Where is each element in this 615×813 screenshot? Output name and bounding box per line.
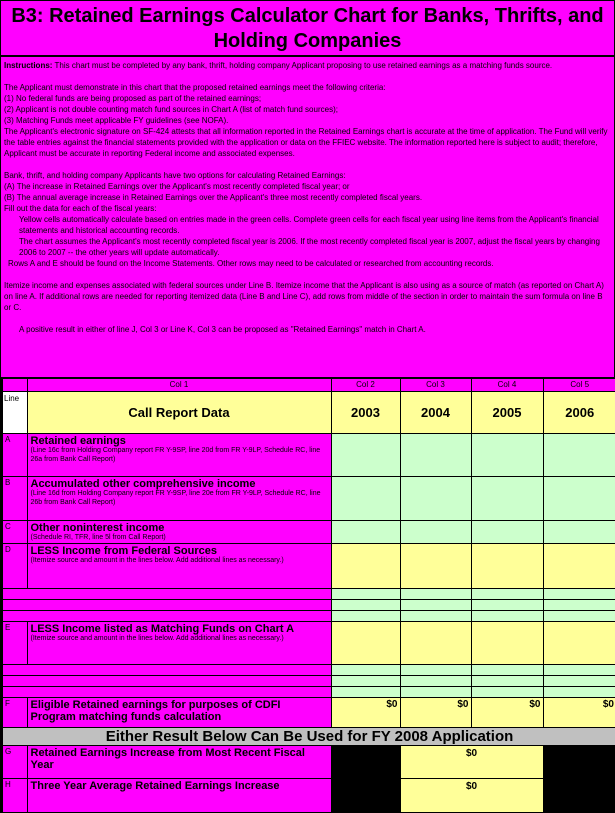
data-cell[interactable] — [471, 434, 543, 477]
itemize-row — [2, 665, 615, 676]
data-cell[interactable] — [400, 676, 471, 687]
instruction-line: Bank, thrift, and holding company Applicants have two options for calculating Retained Earnings: — [4, 171, 346, 180]
data-header: Call Report Data — [27, 392, 331, 434]
row-letter: B — [2, 477, 27, 521]
instructions-intro: This chart must be completed by any bank, thrift, holding company Applicant proposing to use retained earnings as a matching funds source. — [54, 61, 553, 70]
calc-cell — [400, 544, 471, 589]
data-cell[interactable] — [471, 687, 543, 698]
data-cell[interactable] — [331, 676, 400, 687]
calc-value-cell: $0 — [543, 698, 615, 728]
year-header-2006: 2006 — [543, 392, 615, 434]
row-title: Accumulated other comprehensive income — [30, 478, 256, 490]
data-cell[interactable] — [471, 589, 543, 600]
row-title: Retained earnings — [30, 435, 126, 447]
row-label — [27, 698, 331, 728]
calc-cell — [400, 622, 471, 665]
instruction-line: Fill out the data for each of the fiscal years: — [4, 204, 157, 213]
instructions-section — [1, 57, 614, 377]
row-accumulated-oci — [2, 477, 615, 521]
instruction-line: The Applicant must demonstrate in this chart that the proposed retained earnings meet the following criteria: — [4, 83, 386, 92]
row-title: LESS Income from Federal Sources — [30, 545, 217, 557]
data-cell[interactable] — [543, 600, 615, 611]
data-cell[interactable] — [331, 665, 400, 676]
data-cell[interactable] — [471, 676, 543, 687]
calc-value-cell: $0 — [471, 698, 543, 728]
spacer — [4, 313, 610, 324]
calc-cell — [471, 544, 543, 589]
instruction-line: The Applicant's electronic signature on SF-424 attests that all information reported in the Retained Earnings chart is accurate at the time of application. The Fund will verify the table entries against the financial statements provided with the application or data on the FFIEC website. The information reported here is subject to audit; therefore, Applicant must be accurate in reporting Federal income and associated expenses. — [4, 127, 608, 158]
row-title: Three Year Average Retained Earnings Increase — [30, 780, 280, 792]
col-header-row — [2, 378, 615, 392]
row-label — [27, 544, 331, 589]
data-cell[interactable] — [400, 589, 471, 600]
result-banner: Either Result Below Can Be Used for FY 2008 Application — [2, 728, 615, 746]
row-less-matching-funds — [2, 622, 615, 665]
calc-cell — [543, 622, 615, 665]
masked-cell — [331, 779, 400, 813]
itemize-label-cell[interactable] — [2, 600, 331, 611]
data-cell[interactable] — [543, 477, 615, 521]
row-note: (Line 16d from Holding Company report FR Y-9SP, line 20e from FR Y-9LP, Schedule RC, line 26b from Bank Call Report) — [30, 490, 321, 506]
instruction-line: The chart assumes the Applicant's most recently completed fiscal year is 2006. If the most recently completed fiscal year is 2007, adjust the fiscal years by changing 2006 to 2007 -- the other years will update automatically. — [19, 237, 600, 257]
row-letter: H — [2, 779, 27, 813]
row-title: Retained Earnings Increase from Most Recent Fiscal Year — [30, 747, 305, 771]
calc-value-cell: $0 — [400, 698, 471, 728]
row-letter: F — [2, 698, 27, 728]
instruction-line — [4, 60, 610, 71]
row-label — [27, 477, 331, 521]
data-cell[interactable] — [543, 611, 615, 622]
spacer — [4, 269, 610, 280]
row-note: (Line 16c from Holding Company report FR Y-9SP, line 20d from FR Y-9LP, Schedule RC, line 26a from Bank Call Report) — [30, 447, 321, 463]
data-cell[interactable] — [331, 477, 400, 521]
data-cell[interactable] — [331, 434, 400, 477]
col-header: Col 4 — [471, 378, 543, 392]
itemize-label-cell[interactable] — [2, 665, 331, 676]
row-retained-earnings-increase — [2, 746, 615, 779]
itemize-label-cell[interactable] — [2, 589, 331, 600]
itemize-row — [2, 589, 615, 600]
data-cell[interactable] — [543, 687, 615, 698]
data-cell[interactable] — [471, 521, 543, 544]
itemize-label-cell[interactable] — [2, 687, 331, 698]
row-label — [27, 622, 331, 665]
itemize-row — [2, 611, 615, 622]
row-label — [27, 521, 331, 544]
row-title: Eligible Retained earnings for purposes of CDFI Program matching funds calculation — [30, 699, 281, 723]
col-header: Col 2 — [331, 378, 400, 392]
calc-value-cell: $0 — [331, 698, 400, 728]
row-note: (Itemize source and amount in the lines below. Add additional lines as necessary.) — [30, 557, 284, 564]
data-cell[interactable] — [471, 600, 543, 611]
instruction-line: (A) The increase in Retained Earnings over the Applicant's most recently completed fiscal year; or — [4, 182, 350, 191]
data-cell[interactable] — [400, 611, 471, 622]
row-retained-earnings — [2, 434, 615, 477]
data-cell[interactable] — [400, 665, 471, 676]
call-report-table — [1, 377, 615, 813]
calc-cell — [331, 622, 400, 665]
row-less-federal-income — [2, 544, 615, 589]
data-cell[interactable] — [331, 611, 400, 622]
table-header-row — [2, 392, 615, 434]
row-label — [27, 779, 331, 813]
data-cell[interactable] — [400, 600, 471, 611]
result-banner-row — [2, 728, 615, 746]
row-eligible-retained-earnings — [2, 698, 615, 728]
year-header-2005: 2005 — [471, 392, 543, 434]
page-title: B3: Retained Earnings Calculator Chart for Banks, Thrifts, and Holding Companies — [1, 1, 614, 57]
instruction-line: Itemize income and expenses associated with federal sources under Line B. Itemize income that the Applicant is also using as a source of match (as reported on Chart A) on line A. If additional rows are needed for reporting itemized data (Line B and Line C), add rows from middle of the section in order to maintain the sum formula on line B or C. — [4, 281, 604, 312]
data-cell[interactable] — [331, 600, 400, 611]
col-header: Col 3 — [400, 378, 471, 392]
data-cell[interactable] — [543, 589, 615, 600]
instructions-label: Instructions: — [4, 61, 53, 70]
row-letter: E — [2, 622, 27, 665]
instruction-line: (3) Matching Funds meet applicable FY guidelines (see NOFA). — [4, 116, 229, 125]
data-cell[interactable] — [400, 521, 471, 544]
line-header: Line — [2, 392, 27, 434]
itemize-row — [2, 676, 615, 687]
row-title: LESS Income listed as Matching Funds on Chart A — [30, 623, 295, 635]
data-cell[interactable] — [400, 477, 471, 521]
itemize-label-cell[interactable] — [2, 611, 331, 622]
col-header: Col 5 — [543, 378, 615, 392]
data-cell[interactable] — [471, 665, 543, 676]
row-note: (Schedule RI, TFR, line 5l from Call Report) — [30, 534, 166, 541]
calc-cell — [331, 544, 400, 589]
row-title: Other noninterest income — [30, 522, 165, 534]
instruction-line: (1) No federal funds are being proposed as part of the retained earnings; — [4, 94, 262, 103]
data-cell[interactable] — [471, 477, 543, 521]
data-cell[interactable] — [543, 665, 615, 676]
instruction-line: Yellow cells automatically calculate based on entries made in the green cells. Complete green cells for each fiscal year using line items from the Applicant's financial statements and historical accounting records. — [19, 215, 599, 235]
instruction-line: Rows A and E should be found on the Income Statements. Other rows may need to be calculated or researched from accounting records. — [8, 259, 494, 268]
data-cell[interactable] — [331, 687, 400, 698]
itemize-label-cell[interactable] — [2, 676, 331, 687]
row-note: (Itemize source and amount in the lines below. Add additional lines as necessary.) — [30, 635, 284, 642]
calc-cell — [471, 622, 543, 665]
year-header-2003: 2003 — [331, 392, 400, 434]
instruction-line: (2) Applicant is not double counting match fund sources in Chart A (list of match fund sources); — [4, 105, 338, 114]
col-header: Col 1 — [27, 378, 331, 392]
masked-cell — [543, 779, 615, 813]
masked-cell — [331, 746, 400, 779]
row-letter: G — [2, 746, 27, 779]
data-cell[interactable] — [543, 521, 615, 544]
result-value-cell: $0 — [400, 779, 543, 813]
data-cell[interactable] — [543, 676, 615, 687]
itemize-row — [2, 600, 615, 611]
year-header-2004: 2004 — [400, 392, 471, 434]
spacer — [4, 159, 610, 170]
itemize-row — [2, 687, 615, 698]
corner-cell — [2, 378, 27, 392]
row-letter: A — [2, 434, 27, 477]
row-other-noninterest-income — [2, 521, 615, 544]
data-cell[interactable] — [331, 521, 400, 544]
row-three-year-average-increase — [2, 779, 615, 813]
data-cell[interactable] — [331, 589, 400, 600]
row-label — [27, 434, 331, 477]
data-cell[interactable] — [471, 611, 543, 622]
instruction-line: A positive result in either of line J, Col 3 or Line K, Col 3 can be proposed as "Retained Earnings" match in Chart A. — [19, 325, 426, 334]
row-letter: C — [2, 521, 27, 544]
instruction-line: (B) The annual average increase in Retained Earnings over the Applicant's three most recently completed fiscal years. — [4, 193, 423, 202]
spacer — [4, 71, 610, 82]
data-cell[interactable] — [543, 434, 615, 477]
data-cell[interactable] — [400, 687, 471, 698]
row-letter: D — [2, 544, 27, 589]
data-cell[interactable] — [400, 434, 471, 477]
result-value-cell: $0 — [400, 746, 543, 779]
calc-cell — [543, 544, 615, 589]
row-label — [27, 746, 331, 779]
masked-cell — [543, 746, 615, 779]
